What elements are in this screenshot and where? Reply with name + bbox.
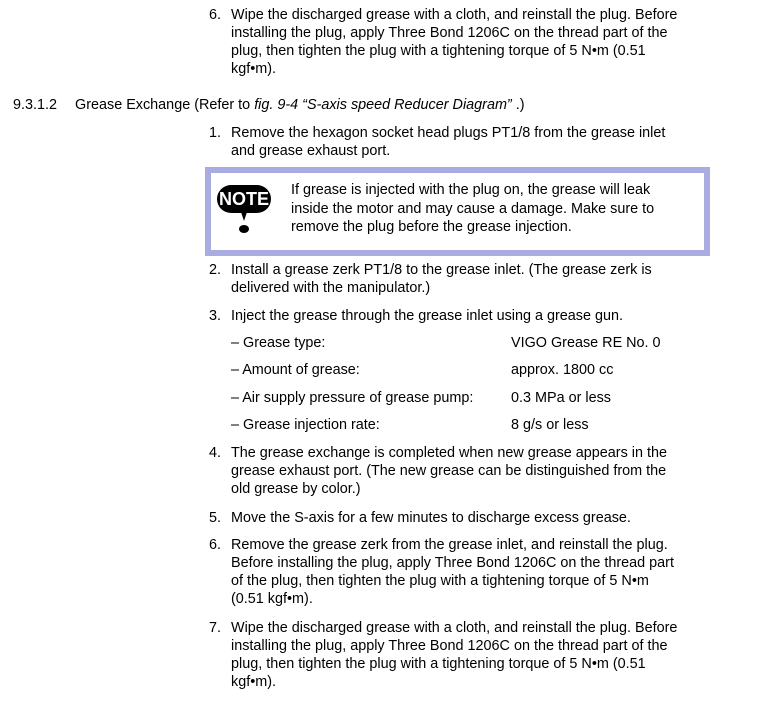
step-text-line: old grease by color.) [231, 481, 361, 497]
spec-label: – Amount of grease: [231, 362, 360, 378]
spec-label: – Grease type: [231, 335, 326, 351]
step-text-line: Install a grease zerk PT1/8 to the grease inlet. (The grease zerk is [231, 262, 652, 278]
step-text-line: grease exhaust port. (The new grease can be distinguished from the [231, 463, 667, 479]
step-text-line: Inject the grease through the grease inlet using a grease gun. [231, 308, 624, 324]
step-text-line: installing the plug, apply Three Bond 1206C on the thread part of the [231, 25, 668, 41]
note-text-line: remove the plug before the grease injection. [291, 219, 572, 235]
step-text-line: Wipe the discharged grease with a cloth, and reinstall the plug. Before [231, 620, 678, 636]
spec-value: approx. 1800 cc [511, 362, 614, 378]
section-title-text: Grease Exchange (Refer to [75, 97, 255, 113]
step-text-line: Remove the hexagon socket head plugs PT1/8 from the grease inlet [231, 125, 666, 141]
step-text-line: of the plug, then tighten the plug with a tightening torque of 5 N•m [231, 573, 649, 589]
step-text-line: Wipe the discharged grease with a cloth, and reinstall the plug. Before [231, 7, 678, 23]
step-text-line: Before installing the plug, apply Three Bond 1206C on the thread part [231, 555, 674, 571]
note-text [291, 181, 691, 237]
note-text-line: If grease is injected with the plug on, the grease will leak [291, 182, 651, 198]
step-text-line: kgf•m). [231, 61, 277, 77]
spec-value: 8 g/s or less [511, 417, 589, 433]
step-text-line: The grease exchange is completed when new grease appears in the [231, 445, 667, 461]
step-text-line: delivered with the manipulator.) [231, 280, 431, 296]
step-number: 6. [208, 7, 221, 23]
step-number: 6. [208, 537, 221, 553]
step-text-line: Remove the grease zerk from the grease inlet, and reinstall the plug. [231, 537, 668, 553]
step-text-line: installing the plug, apply Three Bond 1206C on the thread part of the [231, 638, 668, 654]
step-text-line: plug, then tighten the plug with a tightening torque of 5 N•m (0.51 [231, 43, 646, 59]
note-text-line: inside the motor and may cause a damage. Make sure to [291, 200, 655, 217]
step-number: 4. [208, 445, 221, 461]
step-text-line: kgf•m). [231, 674, 277, 690]
step-number: 1. [208, 125, 221, 141]
note-icon-label: NOTE [218, 189, 270, 209]
spec-label: – Air supply pressure of grease pump: [231, 390, 474, 406]
spec-value: 0.3 MPa or less [511, 390, 611, 406]
spec-value: VIGO Grease RE No. 0 [511, 335, 661, 351]
spec-label: – Grease injection rate: [231, 417, 380, 433]
step-number: 5. [208, 510, 221, 526]
step-number: 7. [208, 620, 221, 636]
step-text-line: and grease exhaust port. [231, 143, 391, 159]
step-number: 2. [208, 262, 221, 278]
section-number: 9.3.1.2 [13, 97, 58, 113]
step-text-line: Move the S-axis for a few minutes to discharge excess grease. [231, 510, 631, 526]
figure-reference: fig. 9-4 “S-axis speed Reducer Diagram” [254, 97, 512, 113]
note-icon [215, 183, 273, 237]
step-text-line: plug, then tighten the plug with a tightening torque of 5 N•m (0.51 [231, 656, 646, 672]
section-title [75, 96, 525, 114]
step-text-line: (0.51 kgf•m). [231, 591, 313, 607]
step-number: 3. [208, 308, 221, 324]
section-title-end: .) [511, 97, 525, 113]
